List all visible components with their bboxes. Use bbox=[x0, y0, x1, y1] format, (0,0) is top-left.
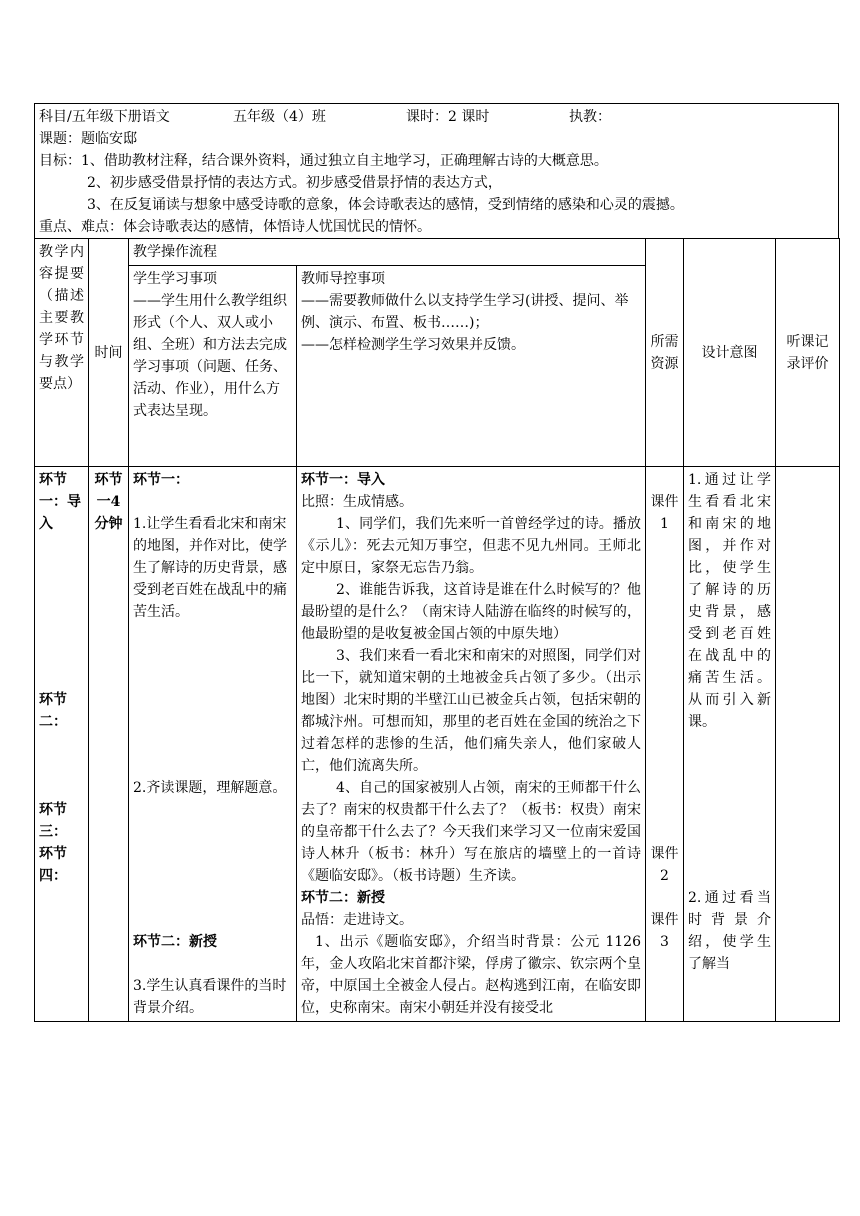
class-text: 五年级（4）班 bbox=[233, 109, 326, 125]
resource-3: 课件3 bbox=[650, 912, 679, 950]
goal-1-text: 目标：1、借助教材注释，结合课外资料，通过独立自主地学习，正确理解古诗的大概意思。 bbox=[39, 153, 608, 169]
topic-text: 课题：题临安邸 bbox=[39, 131, 137, 147]
student-item-1: 1.让学生看看北宋和南宋的地图，并作对比，使学生了解诗的历史背景，感受到老百姓在战乱中的痛苦生活。 bbox=[133, 516, 287, 620]
teacher-para-1: 1、同学们，我们先来听一首曾经学过的诗。播放《示儿》：死去元知万事空，但悲不见九州同。王师北定中原日，家祭无忘告乃翁。 bbox=[301, 516, 641, 576]
teacher-header-cell bbox=[297, 266, 646, 467]
evaluation-header: 听课记录评价 bbox=[776, 239, 840, 467]
student-desc: ——学生用什么教学组织形式（个人、双人或小组、全班）和方法去完成学习事项（问题、任务、活动、作业），用什么方式表达呈现。 bbox=[133, 293, 287, 419]
teacher-desc-2: ——怎样检测学生学习效果并反馈。 bbox=[301, 337, 525, 353]
teacher-section-2-heading: 环节二：新授 bbox=[301, 890, 385, 906]
teacher-para-4: 4、自己的国家被别人占领，南宋的王师都干什么去了？南宋的权贵都干什么去了？（板书：权贵）南宋的皇帝都干什么去了？今天我们来学习又一位南宋爱国诗人林升（板书：林升）写在旅店的墙壁上的一首诗《题临安邸》。（板书诗题）生齐读。 bbox=[301, 780, 641, 884]
student-item-3: 3.学生认真看课件的当时背景介绍。 bbox=[133, 978, 287, 1016]
student-item-2: 2.齐读课题，理解题意。 bbox=[133, 780, 287, 796]
design-1: 1.通过让学生看看北宋和南宋的地图，并作对比，使学生了解诗的历史背景，感受到老百姓在战乱中的痛苦生活。从而引入新课。 bbox=[688, 472, 771, 730]
time-column bbox=[89, 467, 129, 1022]
teacher-section-1-heading: 环节一：导入 bbox=[301, 472, 385, 488]
lesson-plan-page bbox=[34, 103, 839, 1022]
goal-2-text: 2、初步感受借景抒情的表达方式。初步感受借景抒情的表达方式， bbox=[87, 175, 502, 191]
resource-1: 课件1 bbox=[650, 494, 679, 532]
section-1-label: 环节一：导入 bbox=[39, 472, 81, 532]
student-title: 学生学习事项 bbox=[133, 271, 217, 287]
teacher-para-3: 3、我们来看一看北宋和南宋的对照图，同学们对比一下，就知道宋朝的土地被金兵占领了多少。（出示地图）北宋时期的半壁江山已被金兵占领，包括宋朝的都城汴州。可想而知，那里的老百姓在金国的统治之下过着怎样的悲惨的生活，他们痛失亲人，他们家破人亡，他们流离失所。 bbox=[301, 648, 641, 774]
design-header: 设计意图 bbox=[684, 239, 776, 467]
section-4-label: 环节四： bbox=[39, 846, 67, 884]
key-points-text: 重点、难点：体会诗歌表达的感情，体悟诗人忧国忧民的情怀。 bbox=[39, 219, 431, 235]
student-section-2-heading: 环节二：新授 bbox=[133, 934, 217, 950]
evaluation-column bbox=[776, 467, 840, 1022]
subject-text: 科目/五年级下册语文 bbox=[39, 109, 170, 125]
goal-3-text: 3、在反复诵读与想象中感受诗歌的意象，体会诗歌表达的感情，受到情绪的感染和心灵的震撼。 bbox=[87, 197, 684, 213]
resources-column bbox=[646, 467, 684, 1022]
teacher-sub-2: 品悟：走进诗文。 bbox=[301, 912, 413, 928]
lesson-header bbox=[34, 103, 839, 238]
section-3-label: 环节三： bbox=[39, 802, 67, 840]
teacher-para-2: 2、谁能告诉我，这首诗是谁在什么时候写的？他最盼望的是什么？（南宋诗人陆游在临终的时候写的，他最盼望的是收复被金国占领的中原失地） bbox=[301, 582, 641, 642]
teacher-title: 教师导控事项 bbox=[301, 271, 385, 287]
content-summary-header: 教学内容提要（描述主要教学环节与教学要点） bbox=[35, 239, 89, 467]
resources-header: 所需资源 bbox=[646, 239, 684, 467]
hours-text: 课时：2 课时 bbox=[406, 109, 490, 125]
teacher-desc-1: ——需要教师做什么以支持学生学习(讲授、提问、举例、演示、布置、板书……)； bbox=[301, 293, 629, 331]
student-column bbox=[129, 467, 297, 1022]
teacher-sub-1: 比照：生成情感。 bbox=[301, 494, 413, 510]
process-header: 教学操作流程 bbox=[129, 239, 646, 266]
student-section-1-heading: 环节一： bbox=[133, 472, 189, 488]
student-header-cell bbox=[129, 266, 297, 467]
time-header: 时间 bbox=[89, 239, 129, 467]
header-meta-line bbox=[39, 106, 834, 128]
resource-2: 课件2 bbox=[650, 846, 679, 884]
design-2: 2.通过看当时背景介绍，使学生了解当 bbox=[688, 890, 771, 972]
lesson-table bbox=[34, 238, 840, 1022]
teacher-text: 执教： bbox=[569, 109, 611, 125]
teacher-para-5: 1、出示《题临安邸》，介绍当时背景：公元 1126 年，金人攻陷北宋首都汴梁，俘虏了徽宗、钦宗两个皇帝，中原国土全被金人侵占。赵构逃到江南，在临安即位，史称南宋。南宋小朝廷并没有接受北 bbox=[301, 934, 641, 1016]
section-column bbox=[35, 467, 89, 1022]
time-1-label: 环节一4分钟 bbox=[94, 472, 123, 532]
section-2-label: 环节二： bbox=[39, 692, 67, 730]
design-column bbox=[684, 467, 776, 1022]
teacher-column bbox=[297, 467, 646, 1022]
